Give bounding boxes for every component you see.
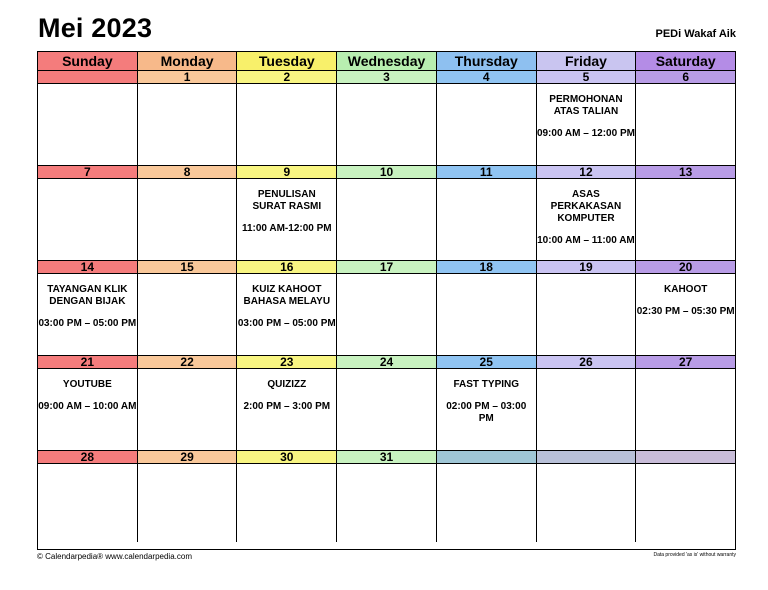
- event-title: YOUTUBE: [62, 379, 112, 390]
- day-cell[interactable]: [437, 274, 537, 355]
- date-number: 24: [337, 356, 437, 368]
- day-cell[interactable]: [38, 464, 138, 542]
- date-number-row: [38, 451, 735, 464]
- date-number-row: [38, 261, 735, 274]
- date-number: 17: [337, 261, 437, 273]
- day-cell[interactable]: [537, 84, 637, 165]
- event-title: FAST TYPING: [453, 379, 520, 390]
- day-body-row: [38, 464, 735, 542]
- date-number: 28: [38, 451, 138, 463]
- date-number: 10: [337, 166, 437, 178]
- event-title: PENULISAN SURAT RASMI: [252, 189, 322, 212]
- day-cell[interactable]: [237, 464, 337, 542]
- date-number: 11: [437, 166, 537, 178]
- date-number: 1: [138, 71, 238, 83]
- event-time: 02:30 PM – 05:30 PM: [636, 306, 735, 317]
- calendar-grid: [37, 51, 736, 550]
- date-number: 22: [138, 356, 238, 368]
- date-number: 14: [38, 261, 138, 273]
- day-body-row: [38, 84, 735, 165]
- week-row: [38, 71, 735, 166]
- date-number: [537, 451, 637, 463]
- day-cell[interactable]: [537, 369, 637, 450]
- date-number: 19: [537, 261, 637, 273]
- day-cell[interactable]: [138, 464, 238, 542]
- date-number: [636, 451, 735, 463]
- date-number-row: [38, 356, 735, 369]
- day-cell[interactable]: [537, 179, 637, 260]
- date-number: 8: [138, 166, 238, 178]
- footer-disclaimer: Data provided 'as is' without warranty: [653, 552, 736, 558]
- day-cell[interactable]: [636, 464, 735, 542]
- weekday-header: Tuesday: [237, 52, 337, 70]
- event-time: 09:00 AM – 10:00 AM: [38, 401, 137, 412]
- event-time: 03:00 PM – 05:00 PM: [38, 318, 137, 329]
- weekday-header: Sunday: [38, 52, 138, 70]
- week-row: [38, 261, 735, 356]
- event-title: KUIZ KAHOOT BAHASA MELAYU: [243, 284, 331, 307]
- date-number-row: [38, 71, 735, 84]
- day-cell[interactable]: [437, 179, 537, 260]
- day-cell[interactable]: [138, 179, 238, 260]
- day-cell[interactable]: [636, 369, 735, 450]
- event-title: TAYANGAN KLIK DENGAN BIJAK: [47, 284, 128, 307]
- day-cell[interactable]: [337, 464, 437, 542]
- date-number: 30: [237, 451, 337, 463]
- event-title: PERMOHONAN ATAS TALIAN: [549, 94, 623, 117]
- date-number: 29: [138, 451, 238, 463]
- date-number: 5: [537, 71, 637, 83]
- date-number: 15: [138, 261, 238, 273]
- date-number: 6: [636, 71, 735, 83]
- day-cell[interactable]: [237, 84, 337, 165]
- footer-copyright: © Calendarpedia® www.calendarpedia.com: [37, 552, 192, 561]
- day-cell[interactable]: [138, 369, 238, 450]
- event-time: 10:00 AM – 11:00 AM: [537, 235, 635, 246]
- week-row: [38, 166, 735, 261]
- event-title: QUIZIZZ: [267, 379, 307, 390]
- organization-label: PEDi Wakaf Aik: [655, 28, 736, 40]
- date-number: 31: [337, 451, 437, 463]
- day-cell[interactable]: [437, 369, 537, 450]
- date-number: 26: [537, 356, 637, 368]
- weekday-header: Saturday: [636, 52, 735, 70]
- date-number: 12: [537, 166, 637, 178]
- event-time: 02:00 PM – 03:00 PM: [446, 401, 527, 424]
- date-number: [437, 451, 537, 463]
- day-body-row: [38, 179, 735, 260]
- event-title: ASAS PERKAKASAN KOMPUTER: [550, 189, 622, 224]
- date-number: 25: [437, 356, 537, 368]
- day-cell[interactable]: [38, 179, 138, 260]
- weekday-header-row: [38, 52, 735, 71]
- day-cell[interactable]: [237, 179, 337, 260]
- week-row: [38, 356, 735, 451]
- event-time: 2:00 PM – 3:00 PM: [243, 401, 331, 412]
- day-cell[interactable]: [38, 84, 138, 165]
- day-body-row: [38, 369, 735, 450]
- date-number: 13: [636, 166, 735, 178]
- date-number: 3: [337, 71, 437, 83]
- day-cell[interactable]: [537, 274, 637, 355]
- day-cell[interactable]: [138, 84, 238, 165]
- date-number: 2: [237, 71, 337, 83]
- date-number: [38, 71, 138, 83]
- date-number: 4: [437, 71, 537, 83]
- day-cell[interactable]: [437, 464, 537, 542]
- weekday-header: Thursday: [437, 52, 537, 70]
- date-number: 20: [636, 261, 735, 273]
- date-number: 23: [237, 356, 337, 368]
- date-number: 27: [636, 356, 735, 368]
- page-title: Mei 2023: [38, 13, 153, 43]
- day-cell[interactable]: [38, 369, 138, 450]
- day-cell[interactable]: [337, 274, 437, 355]
- date-number-row: [38, 166, 735, 179]
- day-body-row: [38, 274, 735, 355]
- day-cell[interactable]: [337, 369, 437, 450]
- day-cell[interactable]: [636, 179, 735, 260]
- date-number: 16: [237, 261, 337, 273]
- weekday-header: Wednesday: [337, 52, 437, 70]
- weekday-header: Friday: [537, 52, 637, 70]
- event-time: 03:00 PM – 05:00 PM: [237, 318, 336, 329]
- day-cell[interactable]: [337, 179, 437, 260]
- event-title: KAHOOT: [664, 284, 708, 295]
- event-time: 11:00 AM-12:00 PM: [241, 223, 332, 234]
- day-cell[interactable]: [636, 274, 735, 355]
- weekday-header: Monday: [138, 52, 238, 70]
- day-cell[interactable]: [337, 84, 437, 165]
- date-number: 21: [38, 356, 138, 368]
- day-cell[interactable]: [437, 84, 537, 165]
- event-time: 09:00 AM – 12:00 PM: [536, 128, 635, 139]
- date-number: 7: [38, 166, 138, 178]
- date-number: 9: [237, 166, 337, 178]
- week-row: [38, 451, 735, 542]
- day-cell[interactable]: [537, 464, 637, 542]
- day-cell[interactable]: [237, 274, 337, 355]
- date-number: 18: [437, 261, 537, 273]
- day-cell[interactable]: [138, 274, 238, 355]
- day-cell[interactable]: [237, 369, 337, 450]
- day-cell[interactable]: [38, 274, 138, 355]
- day-cell[interactable]: [636, 84, 735, 165]
